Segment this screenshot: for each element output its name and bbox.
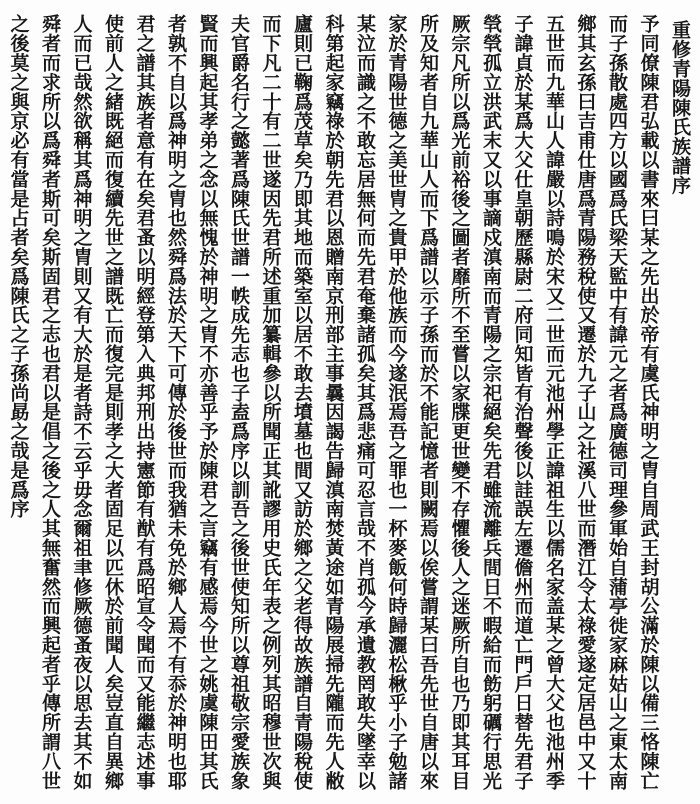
document-title: 重修青陽陳氏族譜序 <box>669 20 691 195</box>
text-column-16: 者孰不自以爲神明之胄也然舜爲法於天下可傳於後世而我猶未免於鄉人焉不有忝於神明也耶 <box>165 14 187 790</box>
text-column-14: 夫官爵名行之懿著爲陳氏世譜一帙成先志也子盍爲序以訓吾之後世使知所以尊祖敬宗愛族象 <box>228 14 250 790</box>
text-column-4: 五世而九華山人諱嚴以詩鳴於宋又二世而元池州學正諱祖生以儒名家盖某之曾大父也池州季 <box>543 14 565 790</box>
text-column-13: 而下凡二十有二世遂因先君所述重加纂輯參以所聞正其訛謬用史氏年表之例列其昭穆世次與 <box>259 14 282 790</box>
text-column-2: 而子孫散處四方以國爲氏梁天監中有諱元之者爲廣德司理參軍始自蒲亭徙家麻姑山之東太南 <box>606 14 628 790</box>
text-column-15: 賢而興起其孝弟之念以無愧於神明之胄不亦善乎予於陳君之言竊有感焉今世之姚虞陳田其氏 <box>196 14 219 790</box>
text-column-3: 鄉其玄孫曰吉甫仕唐爲青陽務稅使又遷於九子山之社溪八世而潛江令太祿愛遂定居邑中又十 <box>574 14 597 790</box>
text-column-8: 所及知者自九華山人而下爲譜以示子孫而於不能記憶者則闕焉以俟嘗謂某曰吾先世自唐以來 <box>417 14 439 790</box>
text-column-11: 科第起家竊祿於朝先君以恩贈南京刑部主事曩因謁告歸滇南焚黃途如青陽展掃先隴而先人敝 <box>322 14 345 790</box>
vertical-text-block <box>1 14 695 796</box>
text-column-10: 某泣而識之不敢忘居無何而先君奄棄諸孤矣其爲悲痛可忍言哉不肖孤今承遺教罔敢失墜幸以 <box>354 14 376 790</box>
text-column-17: 君之譜其族者意有在矣君蚤以明經登第入典邦刑出持憲節有猷有爲昭宣令聞而又能繼志述事 <box>133 14 156 790</box>
text-column-21: 之後莫之與京必有當是占者矣爲陳氏之子孫尚勗之哉是爲序 <box>7 14 30 519</box>
text-column-6: 煢煢孤立洪武末又以事謫戍滇南而青陽之宗祀絕矣先君雖流離兵間日不暇給而飭躬礪行思光 <box>480 14 502 790</box>
text-column-1: 予同僚陳君弘載以書來曰某之先出於帝有虞氏神明之胄自周武王封胡公滿於陳以備三恪陳亡 <box>637 14 660 790</box>
text-column-5: 子諱貞於某爲大父仕皇朝歷縣尉二府同知皆有治聲後以詿誤左遷儋州而道亡門戶日替先君子 <box>511 14 534 790</box>
text-column-20: 舜者而求所以爲舜者斯可矣斯固君之志也君以是倡之後之人其無奮然而興起者乎傳所謂八世 <box>39 14 61 790</box>
text-column-19: 人而已哉然欲稱其爲神明之胄則又有大於是者詩不云乎毋念爾祖聿修厥德蚤夜以思去其不如 <box>70 14 93 790</box>
text-column-7: 厥宗凡所以爲光前裕後之圖者靡所不至嘗以家牒更世變不存懼後人之迷厥所自也乃即其耳目 <box>448 14 471 790</box>
text-column-18: 使前人之緒既絕而復續先世之譜既亡而復完是則孝之大者固足以匹休於前聞人矣豈直自異鄉 <box>102 14 124 790</box>
text-column-12: 廬則已鞠爲茂草矣乃即其地而築室以居不敢去墳墓也間又訪於鄉之父老得故族譜自青陽稅使 <box>291 14 313 790</box>
text-column-9: 家於青陽世德之美世胄之貴甲於他族而今遂泯焉吾之罪也一杯麥飯何時歸灑松楸乎小子勉諸 <box>385 14 408 790</box>
